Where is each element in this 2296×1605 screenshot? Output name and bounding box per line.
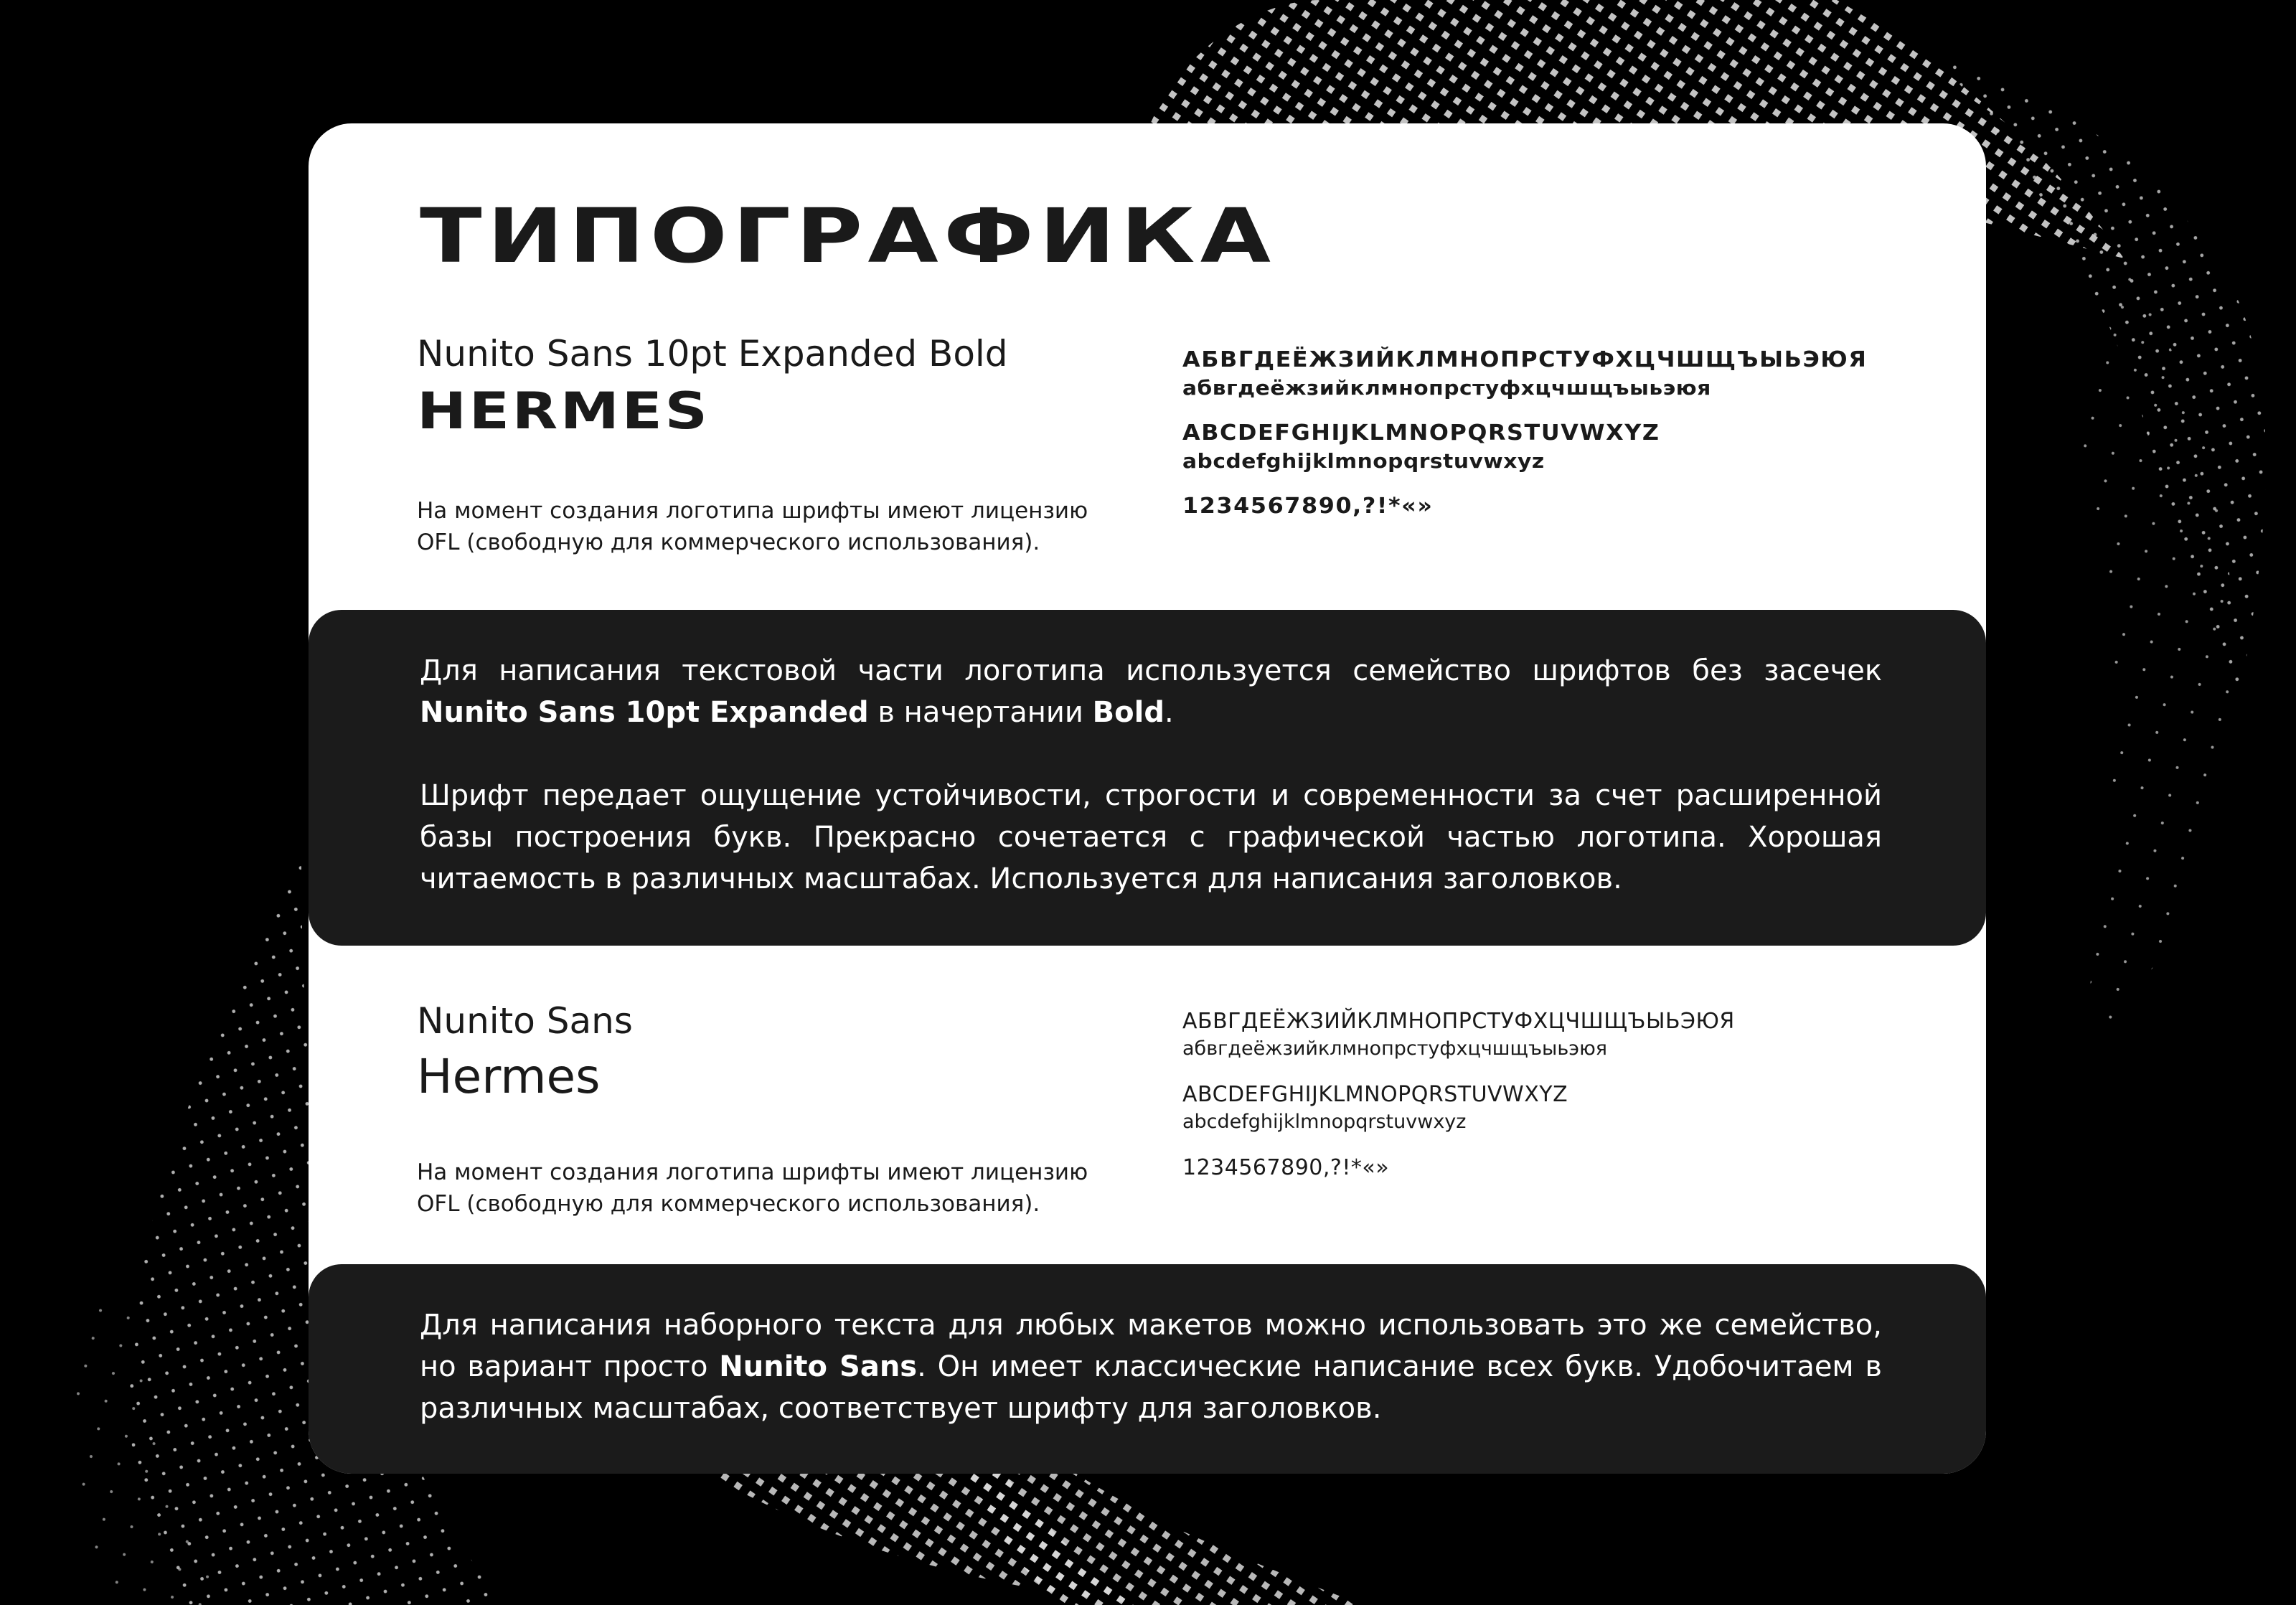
description-text-2 [420,1304,1882,1429]
glyphs-digits: 1234567890,?!*«» [1182,1155,1390,1180]
glyph-set-regular [1182,1009,1900,1180]
font-sample-hermes-bold: HERMES [417,382,710,441]
description-paragraph: Для написания наборного текста для любых макетов можно использовать это же семейство, но вариант просто Nunito Sans. Он имеет классические написание всех букв. Удобочитаем в различных масштабах, соответствует шрифту для заголовков. [420,1309,1882,1425]
glyphs-latin-lower: abcdefghijklmnopqrstuvwxyz [1182,449,1545,473]
font-name-highlight: Nunito Sans 10pt Expanded [420,696,869,729]
license-line: OFL (свободную для коммерческого использования). [417,1191,1040,1217]
font-sample-hermes-regular: Hermes [417,1049,601,1104]
license-note-1 [417,495,1134,558]
description-panel-2 [309,1264,1986,1474]
font-name-highlight: Nunito Sans [719,1350,918,1383]
glyphs-digits: 1234567890,?!*«» [1182,494,1434,519]
weight-highlight: Bold [1092,696,1165,729]
license-line: OFL (свободную для коммерческого использования). [417,529,1040,555]
license-note-2 [417,1157,1134,1220]
font-name-expanded-bold: Nunito Sans 10pt Expanded Bold [417,333,1008,375]
description-paragraph: Шрифт передает ощущение устойчивости, строгости и современности за счет расширенной базы построения букв. Прекрасно сочетается с графической частью логотипа. Хорошая читаемость в различных масштабах. Используется для написания заголовков. [420,779,1882,895]
glyphs-cyrillic-lower: абвгдеёжзийклмнопрстуфхцчшщъыьэюя [1182,376,1711,400]
glyphs-latin-lower: abcdefghijklmnopqrstuvwxyz [1182,1111,1467,1133]
license-line: На момент создания логотипа шрифты имеют лицензию [417,498,1088,524]
glyph-set-expanded-bold [1182,347,1900,519]
page-title: ТИПОГРАФИКА [420,192,1276,280]
glyphs-cyrillic-upper: АБВГДЕЁЖЗИЙКЛМНОПРСТУФХЦЧШЩЪЫЬЭЮЯ [1182,347,1868,372]
glyphs-latin-upper: ABCDEFGHIJKLMNOPQRSTUVWXYZ [1182,420,1660,446]
description-paragraph: Для написания текстовой части логотипа используется семейство шрифтов без засечек Nunito Sans 10pt Expanded в начертании Bold. [420,654,1882,729]
typography-card [309,123,1986,1474]
glyphs-cyrillic-upper: АБВГДЕЁЖЗИЙКЛМНОПРСТУФХЦЧШЩЪЫЬЭЮЯ [1182,1009,1735,1034]
font-name-nunito-sans: Nunito Sans [417,1000,633,1042]
description-text-1 [420,650,1882,900]
license-line: На момент создания логотипа шрифты имеют лицензию [417,1159,1088,1185]
glyphs-latin-upper: ABCDEFGHIJKLMNOPQRSTUVWXYZ [1182,1082,1568,1107]
glyphs-cyrillic-lower: абвгдеёжзийклмнопрстуфхцчшщъыьэюя [1182,1037,1608,1060]
description-panel-1 [309,610,1986,946]
